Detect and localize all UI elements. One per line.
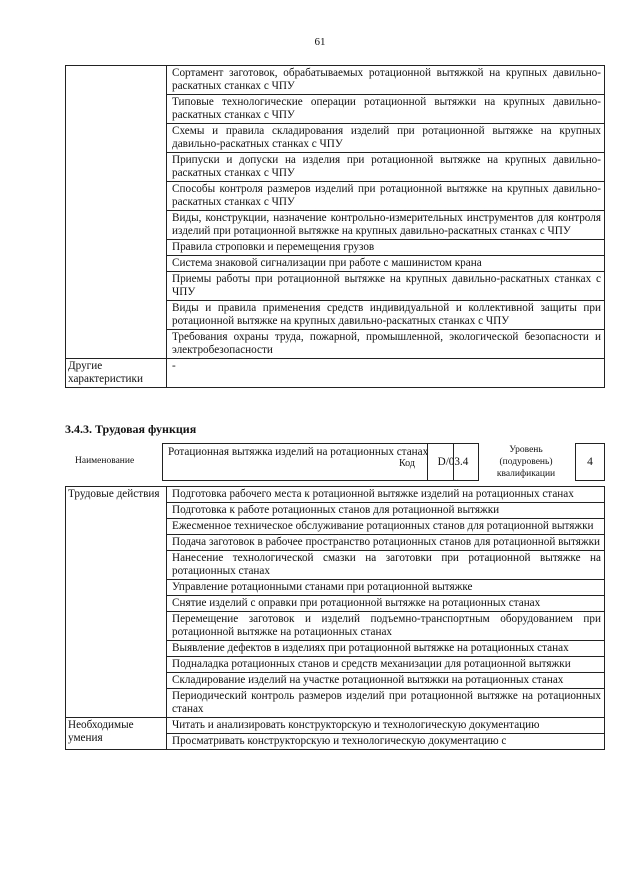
skill-cell: Просматривать конструкторскую и технологическую документацию с <box>167 734 605 750</box>
action-cell: Складирование изделий на участке ротационной вытяжки на ротационных станах <box>167 673 605 689</box>
row-label: Другие характеристики <box>66 359 167 388</box>
action-cell: Ежесменное техническое обслуживание ротационных станов для ротационной вытяжки <box>167 519 605 535</box>
knowledge-table <box>65 65 605 388</box>
table-cell: Приемы работы при ротационной вытяжке на крупных давильно-раскатных станках с ЧПУ <box>167 272 605 301</box>
table-cell: Сортамент заготовок, обрабатываемых ротационной вытяжкой на крупных давильно-раскатных станках с ЧПУ <box>167 66 605 95</box>
actions-label: Трудовые действия <box>66 487 167 718</box>
table-cell: Требования охраны труда, пожарной, промышленной, экологической безопасности и электробезопасности <box>167 330 605 359</box>
action-cell: Перемещение заготовок и изделий подъемно-транспортным оборудованием при ротационной вытяжке на ротационных станах <box>167 612 605 641</box>
action-cell: Нанесение технологической смазки на заготовки при ротационной вытяжке на ротационных станах <box>167 551 605 580</box>
name-value: Ротационная вытяжка изделий на ротационных станах <box>162 443 454 481</box>
table-cell: Виды и правила применения средств индивидуальной и коллективной защиты при ротационной вытяжке на крупных давильно-раскатных станках с ЧПУ <box>167 301 605 330</box>
action-cell: Снятие изделий с оправки при ротационной вытяжке на ротационных станах <box>167 596 605 612</box>
table-cell: Схемы и правила складирования изделий при ротационной вытяжке на крупных давильно-раскатных станках с ЧПУ <box>167 124 605 153</box>
section-title: 3.4.3. Трудовая функция <box>65 422 197 436</box>
action-cell: Подналадка ротационных станов и средств механизации для ротационной вытяжки <box>167 657 605 673</box>
table-cell: Виды, конструкции, назначение контрольно-измерительных инструментов для контроля изделий при ротационной вытяжке на крупных давильно-раскатных станках с ЧПУ <box>167 211 605 240</box>
action-cell: Подача заготовок в рабочее пространство ротационных станов для ротационной вытяжки <box>167 535 605 551</box>
page-number: 61 <box>314 36 326 48</box>
table-cell: Припуски и допуски на изделия при ротационной вытяжке на крупных давильно-раскатных станках с ЧПУ <box>167 153 605 182</box>
table-cell: Типовые технологические операции ротационной вытяжки на крупных давильно-раскатных станках с ЧПУ <box>167 95 605 124</box>
table-row <box>66 66 605 95</box>
table-cell: Система знаковой сигнализации при работе с машинистом крана <box>167 256 605 272</box>
level-label: Уровень (подуровень) квалификации <box>496 445 556 479</box>
name-label: Наименование <box>75 456 135 466</box>
action-cell: Подготовка к работе ротационных станов для ротационной вытяжки <box>167 503 605 519</box>
action-cell: Управление ротационными станами при ротационной вытяжке <box>167 580 605 596</box>
action-cell: Подготовка рабочего места к ротационной вытяжке изделий на ротационных станах <box>167 487 605 503</box>
level-value: 4 <box>575 443 605 481</box>
function-header <box>65 443 605 487</box>
action-cell: Выявление дефектов в изделиях при ротационной вытяжке на ротационных станах <box>167 641 605 657</box>
row-label <box>66 66 167 359</box>
skills-label: Необходимые умения <box>66 718 167 750</box>
table-row <box>66 718 605 734</box>
skill-cell: Читать и анализировать конструкторскую и технологическую документацию <box>167 718 605 734</box>
action-cell: Периодический контроль размеров изделий при ротационной вытяжке на ротационных станах <box>167 689 605 718</box>
table-row <box>66 359 605 388</box>
code-label: Код <box>399 458 415 469</box>
table-cell: - <box>167 359 605 388</box>
code-value: D/03.4 <box>427 443 479 481</box>
table-row <box>66 487 605 503</box>
table-cell: Способы контроля размеров изделий при ротационной вытяжке на крупных давильно-раскатных станках с ЧПУ <box>167 182 605 211</box>
table-cell: Правила строповки и перемещения грузов <box>167 240 605 256</box>
actions-table <box>65 486 605 750</box>
